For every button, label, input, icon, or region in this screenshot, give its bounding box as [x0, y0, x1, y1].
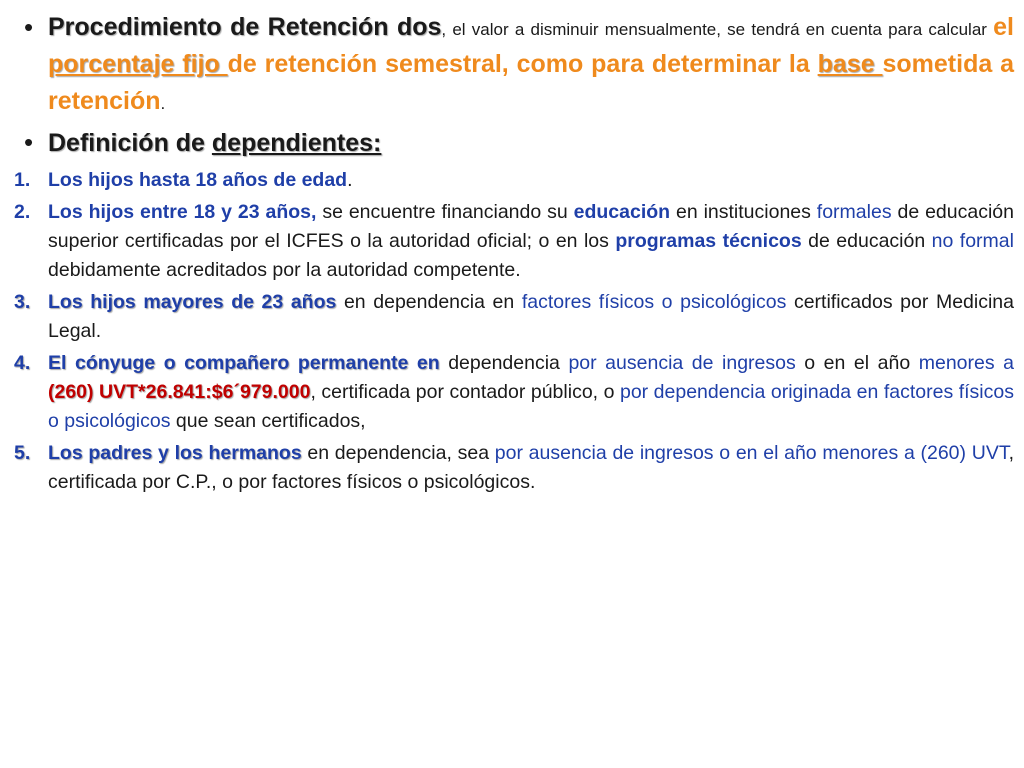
item-text: o en el año	[795, 352, 919, 374]
list-item	[14, 288, 1014, 346]
item-text: debidamente acreditados por la autoridad competente.	[48, 259, 521, 281]
retencion-text-2: de retención semestral, como para determinar la	[227, 50, 818, 78]
item-number: 2.	[14, 201, 31, 223]
item-text: de educación	[801, 230, 932, 252]
item-text: Los hijos hasta 18 años de edad	[48, 169, 348, 191]
item-text: en dependencia en	[336, 291, 522, 313]
item-text: certificados por Medicina Legal.	[48, 291, 1014, 342]
list-item	[14, 166, 1014, 195]
item-number: 3.	[14, 291, 31, 313]
item-text: en dependencia, sea	[301, 442, 495, 464]
item-text: formales	[816, 201, 892, 223]
dependientes-title-1: Definición de	[48, 129, 212, 157]
item-number: 5.	[14, 442, 31, 464]
bullet-list	[14, 10, 1014, 500]
item-text: .	[347, 169, 353, 191]
item-text: programas técnicos	[615, 230, 802, 252]
item-text: Los hijos entre 18 y 23 años,	[48, 201, 317, 223]
item-text: , certificada por contador público, o	[310, 381, 620, 403]
item-text: se encuentre financiando su	[316, 201, 574, 223]
uvt-amount: (260) UVT*26.841:$6´979.000	[48, 381, 311, 403]
bullet-dot-icon: •	[24, 127, 34, 157]
retencion-period: .	[160, 94, 166, 113]
retencion-text-1: , el valor a disminuir mensualmente, se tendrá en cuenta para calcular	[441, 20, 994, 39]
item-text: por ausencia de ingresos o en el año menores a (260) UVT	[494, 442, 1009, 464]
bullet-dependientes	[14, 123, 1014, 162]
bullet-dot-icon: •	[24, 12, 34, 42]
list-item	[14, 439, 1014, 497]
base-word: base	[817, 50, 883, 78]
retencion-text-el: el	[993, 13, 1015, 41]
item-text: en instituciones	[670, 201, 817, 223]
dependientes-list	[14, 166, 1014, 497]
list-item	[14, 198, 1014, 285]
item-text: de educación superior certificadas por el ICFES o la autoridad oficial; o en los	[48, 201, 1014, 252]
item-text: por ausencia de ingresos	[568, 352, 796, 374]
item-text: que sean certificados,	[170, 410, 366, 432]
item-text: factores físicos o psicológicos	[521, 291, 787, 313]
item-number: 1.	[14, 169, 31, 191]
item-number: 4.	[14, 352, 31, 374]
bullet-retencion-dos	[14, 10, 1014, 121]
item-text: por dependencia originada en factores físicos o psicológicos	[48, 381, 1014, 432]
item-text: Los padres y los hermanos	[48, 442, 302, 464]
item-text: no formal	[931, 230, 1014, 252]
porcentaje-fijo: porcentaje fijo	[48, 50, 228, 78]
list-item	[14, 349, 1014, 436]
item-text: El cónyuge o compañero permanente en	[48, 352, 440, 374]
item-text: , certificada por C.P., o por factores físicos o psicológicos.	[48, 442, 1014, 493]
item-text: Los hijos mayores de 23 años	[48, 291, 337, 313]
item-text: educación	[573, 201, 671, 223]
retencion-title: Procedimiento de Retención dos	[48, 13, 442, 41]
item-text: menores a	[918, 352, 1014, 374]
item-text: dependencia	[439, 352, 569, 374]
retencion-text-3: sometida a retención	[48, 50, 1015, 115]
dependientes-title-2: dependientes:	[211, 129, 382, 157]
